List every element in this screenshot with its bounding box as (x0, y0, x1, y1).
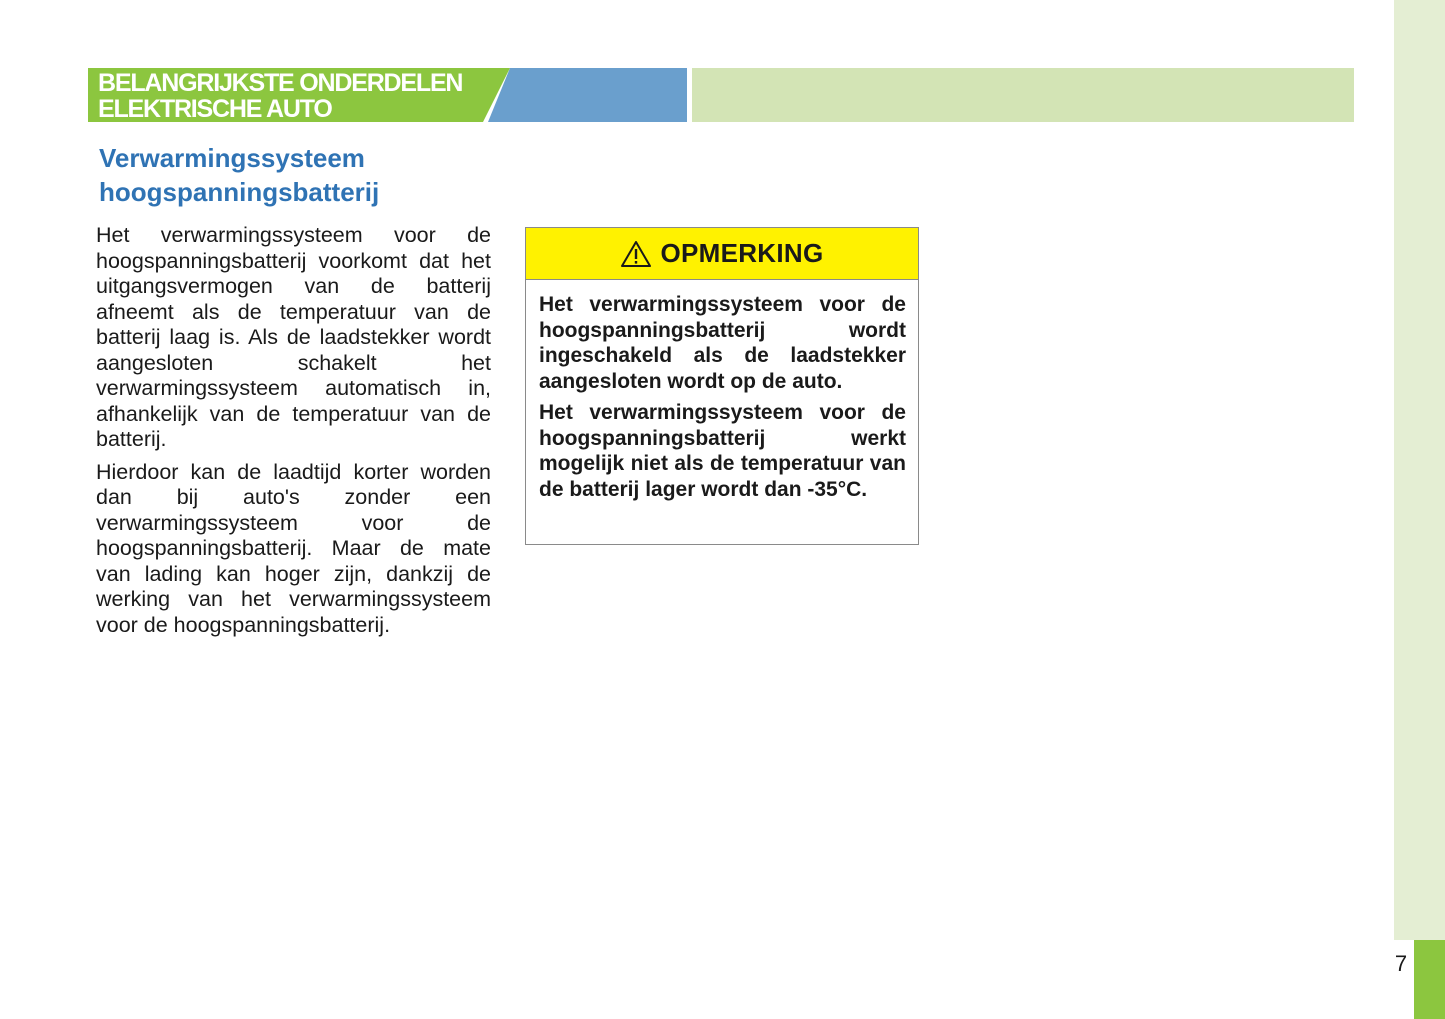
side-strip (1394, 0, 1445, 940)
header-light-green-band (692, 68, 1354, 122)
note-title: OPMERKING (660, 238, 824, 268)
warning-triangle-icon (620, 240, 652, 268)
chapter-title-line1: BELANGRIJKSTE ONDERDELEN (98, 69, 463, 97)
chapter-title-line2: ELEKTRISCHE AUTO (98, 95, 332, 123)
section-title-line2: hoogspanningsbatterij (99, 177, 380, 207)
note-paragraph: Het verwarmingssysteem voor de hoogspanningsbatterij werkt mogelijk niet als de temperatuur van de batterij lager wordt dan -35°C. (539, 401, 906, 501)
section-title-line1: Verwarmingssysteem (99, 143, 365, 173)
note-box (525, 227, 919, 545)
body-paragraph: Het verwarmingssysteem voor de hoogspanningsbatterij voorkomt dat het uitgangsvermogen van de batterij afneemt als de temperatuur van de batterij laag is. Als de laadstekker wordt aangesloten schakelt het verwarmingssysteem automatisch in, afhankelijk van de temperatuur van de batterij. (96, 223, 491, 451)
note-paragraph: Het verwarmingssysteem voor de hoogspanningsbatterij wordt ingeschakeld als de laadstekker aangesloten wordt op de auto. (539, 293, 906, 393)
section-title (99, 141, 519, 209)
page-tab (1414, 940, 1445, 1019)
header-blue-band (488, 68, 687, 122)
body-paragraph: Hierdoor kan de laadtijd korter worden dan bij auto's zonder een verwarmingssysteem voor de hoogspanningsbatterij. Maar de mate van lading kan hoger zijn, dankzij de werking van het verwarmingssysteem voor de hoogspanningsbatterij. (96, 459, 491, 637)
note-body (526, 280, 918, 502)
note-header (526, 228, 918, 280)
body-text (96, 223, 491, 645)
chapter-title (98, 70, 498, 122)
page-number: 7 (1394, 951, 1408, 976)
